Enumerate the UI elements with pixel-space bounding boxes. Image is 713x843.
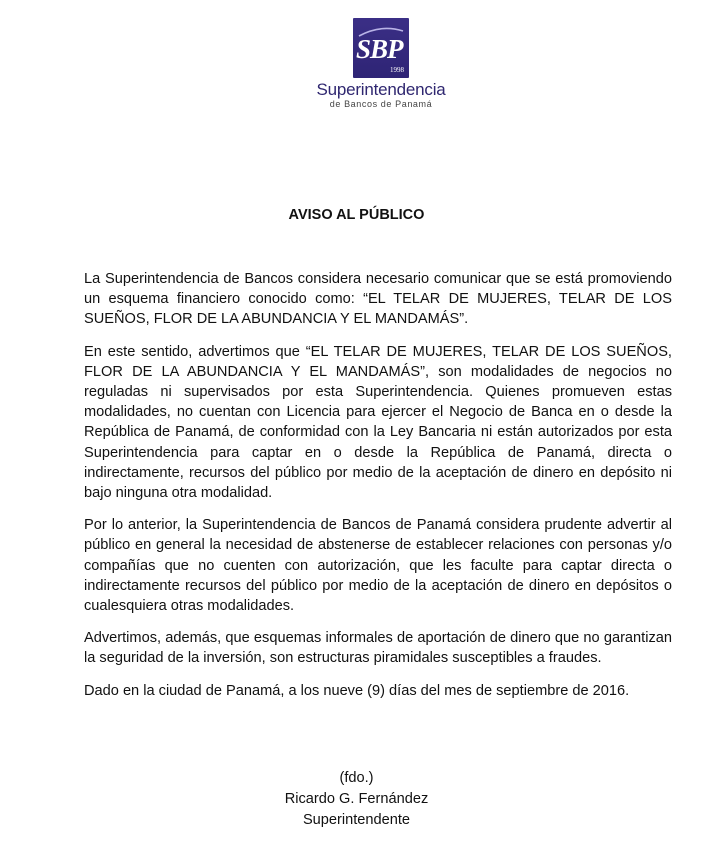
paragraph-3: Por lo anterior, la Superintendencia de Bancos de Panamá considera prudente advertir al público en general la necesidad de abstenerse de establecer relaciones con personas y/o compañías que no cuenten con autorización, que les faculte para captar directa o indirectamente recursos del público por medio de la aceptación de dinero en depósitos o cualesquiera otras modalidades. [84, 517, 672, 615]
page-title: AVISO AL PÚBLICO [288, 207, 425, 223]
paragraph-2: En este sentido, advertimos que “EL TELAR DE MUJERES, TELAR DE LOS SUEÑOS, FLOR DE LA ABUNDANCIA Y EL MANDAMÁS”, son modalidades de negocios no reguladas ni supervisados por esta Superintendencia. Quienes promueven estas modalidades, no cuentan con Licencia para ejercer el Negocio de Banca en o desde la República de Panamá, de conformidad con la Ley Bancaria ni están autorizados por esta Superintendencia para captar en o desde la República de Panamá, directa o indirectamente, recursos del público por medio de la aceptación de dinero en depósito ni bajo ninguna otra modalidad. [84, 343, 672, 502]
logo-year: 1998 [390, 66, 404, 74]
sbp-logo-mark [353, 18, 409, 78]
logo-subtitle: de Bancos de Panamá [329, 99, 433, 109]
paragraph-5: Dado en la ciudad de Panamá, a los nueve (9) días del mes de septiembre de 2016. [84, 682, 630, 699]
logo-mark-text: SBP [356, 34, 403, 64]
paragraph-1: La Superintendencia de Bancos considera necesario comunicar que se está promoviendo un esquema financiero conocido como: “EL TELAR DE MUJERES, TELAR DE LOS SUEÑOS, FLOR DE LA ABUNDANCIA Y EL MANDAMÁS”. [84, 271, 672, 328]
signature-block [0, 768, 713, 831]
sbp-logo [306, 18, 456, 109]
paragraph-4: Advertimos, además, que esquemas informales de aportación de dinero que no garantizan la seguridad de la inversión, son estructuras piramidales susceptibles a fraudes. [84, 630, 672, 667]
signature-note: (fdo.) [339, 770, 374, 786]
logo-name: Superintendencia [316, 80, 446, 99]
signatory-name: Ricardo G. Fernández [284, 791, 429, 807]
notice-body [84, 269, 672, 713]
signatory-role: Superintendente [302, 812, 411, 828]
